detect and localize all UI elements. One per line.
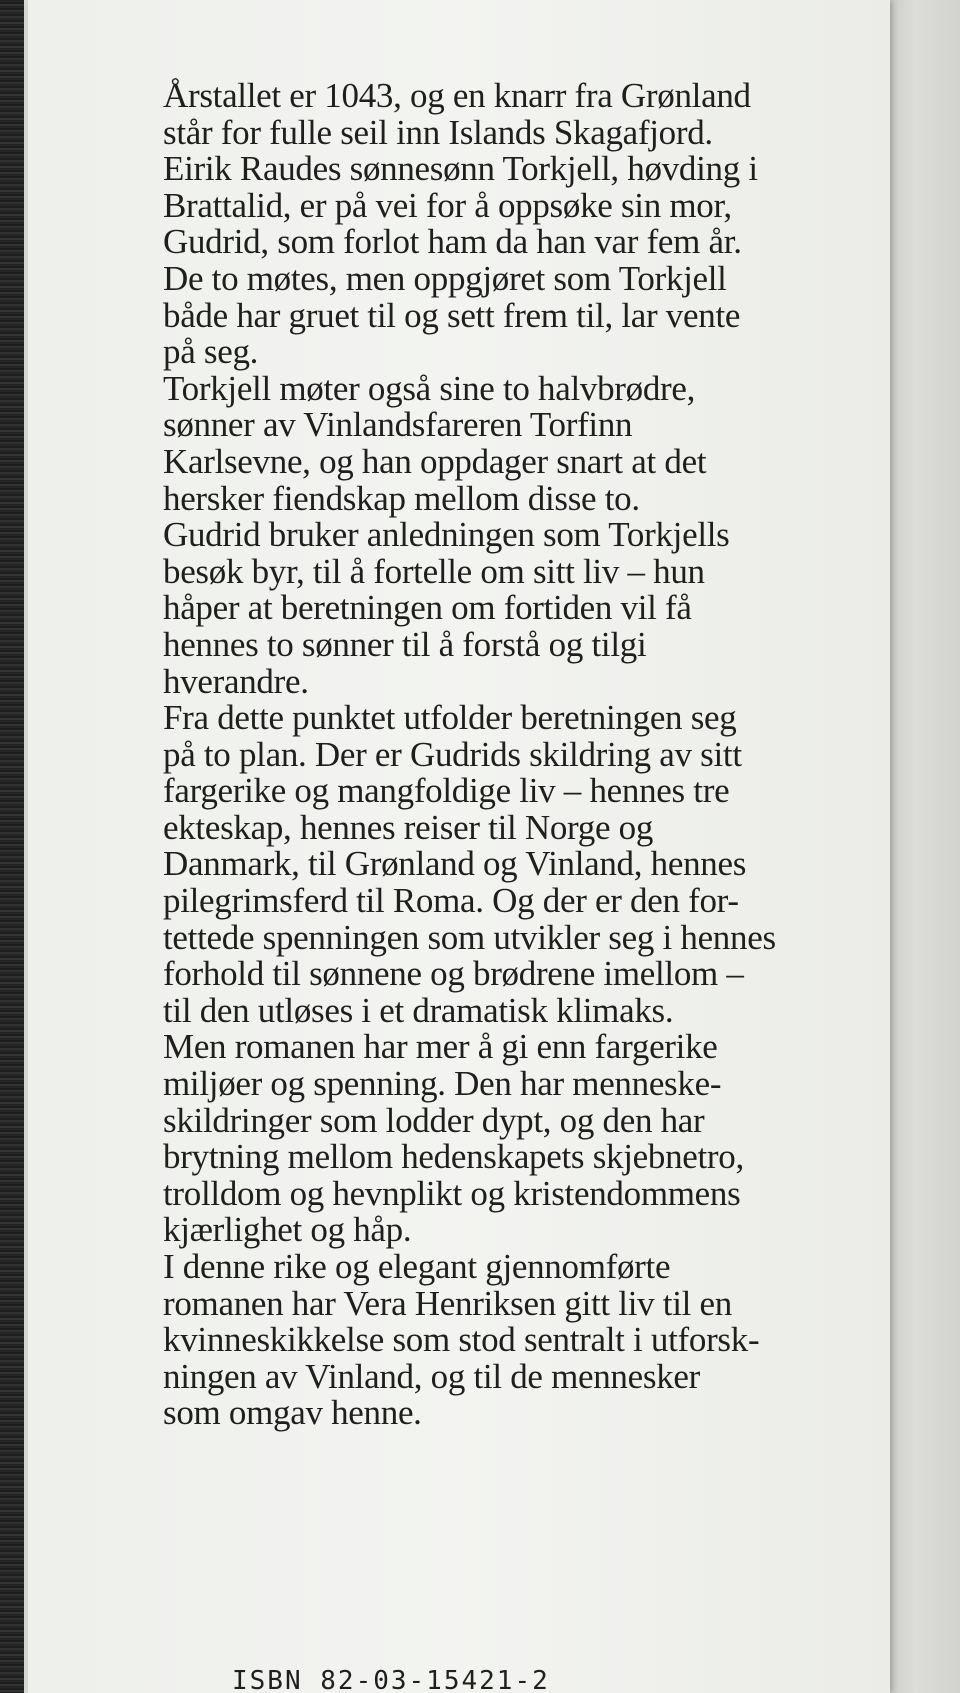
blurb-text: Årstallet er 1043, og en knarr fra Grønland står for fulle seil inn Islands Skagafjord. Eirik Raudes sønnesønn Torkjell, høvding i Brattalid, er på vei for å oppsøke sin mor, Gudrid, som forlot ham da han var fem år. De to møtes, men oppgjøret som Torkjell både har gruet til og sett frem til, lar vente på seg. Torkjell møter også sine to halvbrødre, sønner av Vinlandsfareren Torfinn Karlsevne, og han oppdager snart at det hersker fiendskap mellom disse to. Gudrid bruker anledningen som Torkjells besøk byr, til å fortelle om sitt liv – hun håper at beretningen om fortiden vil få hennes to sønner til å forstå og tilgi hverandre. Fra dette punktet utfolder beretningen seg på to plan. Der er Gudrids skildring av sitt fargerike og mangfoldige liv – hennes tre ekteskap, hennes reiser til Norge og Danmark, til Grønland og Vinland, hennes pilegrimsferd til Roma. Og der er den for- tettede spenningen som utvikler seg i hennes forhold til sønnene og brødrene imellom – til den utløses i et dramatisk klimaks. Men romanen har mer å gi enn fargerike miljøer og spenning. Den har menneske- skildringer som lodder dypt, og den har brytning mellom hedenskapets skjebnetro, trolldom og hevnplikt og kristendommens kjærlighet og håp. I denne rike og elegant gjennomførte romanen har Vera Henriksen gitt liv til en kvinneskikkelse som stod sentralt i utforsk- ningen av Vinland, og til de mennesker som omgav henne.: [163, 76, 776, 1433]
fabric-background: [0, 0, 24, 1693]
isbn-number: ISBN 82-03-15421-2: [232, 1666, 550, 1693]
back-cover-edge: [885, 0, 960, 1693]
